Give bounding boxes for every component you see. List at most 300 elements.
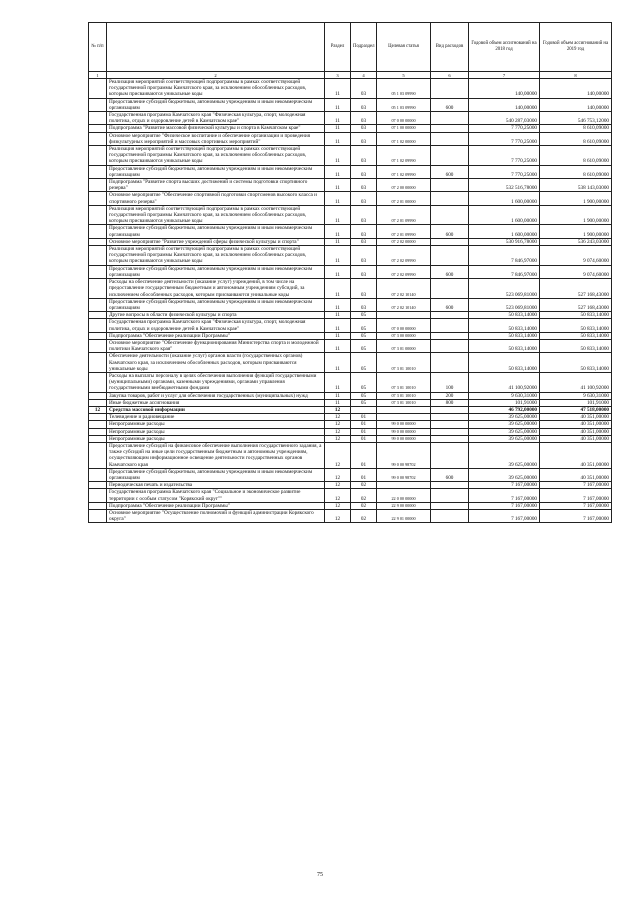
target-article-cell: 99 0 00 00000 bbox=[377, 428, 431, 435]
amount-2019-cell: 140,00000 bbox=[540, 79, 612, 99]
section-cell: 12 bbox=[325, 489, 351, 502]
header-amount-2018: Годовой объем ассигнований на 2018 год bbox=[469, 23, 540, 72]
description-cell: Средства массовой информации bbox=[107, 406, 325, 413]
subsection-cell: 05 bbox=[351, 312, 377, 319]
amount-2018-cell: 7 770,25000 bbox=[469, 146, 540, 166]
target-article-cell: 07 3 01 10010 bbox=[377, 372, 431, 392]
row-num-cell bbox=[89, 442, 107, 468]
amount-2019-cell: 40 351,00000 bbox=[540, 421, 612, 428]
subsection-cell: 01 bbox=[351, 414, 377, 421]
row-num-cell bbox=[89, 399, 107, 406]
row-num-cell bbox=[89, 428, 107, 435]
amount-2018-cell: 532 516,78000 bbox=[469, 179, 540, 192]
amount-2018-cell: 7 167,00000 bbox=[469, 489, 540, 502]
expense-type-cell bbox=[431, 428, 469, 435]
table-row bbox=[89, 489, 612, 502]
table-row bbox=[89, 146, 612, 166]
amount-2018-cell: 530 916,78000 bbox=[469, 238, 540, 245]
target-article-cell: 07 3 01 00000 bbox=[377, 339, 431, 352]
subsection-cell: 05 bbox=[351, 399, 377, 406]
subsection-cell: 02 bbox=[351, 510, 377, 523]
section-cell: 11 bbox=[325, 246, 351, 266]
row-num-cell: 12 bbox=[89, 406, 107, 413]
amount-2019-cell: 8 610,09000 bbox=[540, 132, 612, 145]
amount-2019-cell: 527 168,43000 bbox=[540, 279, 612, 299]
expense-type-cell bbox=[431, 179, 469, 192]
table-row bbox=[89, 392, 612, 399]
row-num-cell bbox=[89, 265, 107, 278]
header-amount-2019: Годовой объем ассигнований на 2019 год bbox=[540, 23, 612, 72]
amount-2019-cell: 9 630,31000 bbox=[540, 392, 612, 399]
amount-2019-cell: 47 518,00000 bbox=[540, 406, 612, 413]
subsection-cell: 05 bbox=[351, 353, 377, 373]
target-article-cell: 07 2 01 09990 bbox=[377, 205, 431, 225]
amount-2019-cell: 1 900,00000 bbox=[540, 225, 612, 238]
section-cell: 11 bbox=[325, 112, 351, 125]
expense-type-cell bbox=[431, 125, 469, 132]
amount-2018-cell: 9 630,31000 bbox=[469, 392, 540, 399]
amount-2019-cell: 538 143,03000 bbox=[540, 179, 612, 192]
subsection-cell: 05 bbox=[351, 339, 377, 352]
expense-type-cell bbox=[431, 489, 469, 502]
target-article-cell: 99 0 00 00000 bbox=[377, 435, 431, 442]
row-num-cell bbox=[89, 510, 107, 523]
expense-type-cell bbox=[431, 502, 469, 509]
section-cell: 12 bbox=[325, 406, 351, 413]
row-num-cell bbox=[89, 339, 107, 352]
row-num-cell bbox=[89, 421, 107, 428]
amount-2018-cell: 101,91000 bbox=[469, 399, 540, 406]
expense-type-cell bbox=[431, 238, 469, 245]
amount-2018-cell: 50 833,14000 bbox=[469, 353, 540, 373]
subsection-cell: 02 bbox=[351, 489, 377, 502]
target-article-cell: 05 1 03 09990 bbox=[377, 98, 431, 111]
amount-2019-cell: 1 900,00000 bbox=[540, 205, 612, 225]
description-cell: Расходы на выплаты персоналу в целях обеспечения выполнения функций государственными (муниципальными) органами, казенными учреждениями, органами управления государственными внебюджетными фондами bbox=[107, 372, 325, 392]
amount-2018-cell: 523 069,81000 bbox=[469, 298, 540, 311]
expense-type-cell bbox=[431, 132, 469, 145]
description-cell: Государственная программа Камчатского края "Социальное и экономическое развитие территории с особым статусом "Корякский округ"" bbox=[107, 489, 325, 502]
target-article-cell: 07 1 00 00000 bbox=[377, 125, 431, 132]
header-description bbox=[107, 23, 325, 72]
section-cell: 11 bbox=[325, 132, 351, 145]
amount-2019-cell: 527 168,43000 bbox=[540, 298, 612, 311]
section-cell: 11 bbox=[325, 298, 351, 311]
section-cell: 11 bbox=[325, 392, 351, 399]
amount-2019-cell: 50 833,14000 bbox=[540, 319, 612, 332]
table-row bbox=[89, 179, 612, 192]
amount-2018-cell: 7 846,97000 bbox=[469, 265, 540, 278]
row-num-cell bbox=[89, 482, 107, 489]
amount-2019-cell: 7 167,00000 bbox=[540, 510, 612, 523]
expense-type-cell bbox=[431, 414, 469, 421]
subsection-cell: 01 bbox=[351, 442, 377, 468]
description-cell: Непрограммные расходы bbox=[107, 428, 325, 435]
target-article-cell: 99 0 00 98702 bbox=[377, 442, 431, 468]
target-article-cell: 07 2 02 10140 bbox=[377, 279, 431, 299]
target-article-cell bbox=[377, 482, 431, 489]
expense-type-cell bbox=[431, 332, 469, 339]
row-num-cell bbox=[89, 98, 107, 111]
table-row bbox=[89, 79, 612, 99]
target-article-cell: 22 9 00 00000 bbox=[377, 502, 431, 509]
expense-type-cell: 100 bbox=[431, 372, 469, 392]
table-row bbox=[89, 502, 612, 509]
amount-2019-cell: 50 833,14000 bbox=[540, 312, 612, 319]
amount-2019-cell: 40 351,00000 bbox=[540, 468, 612, 481]
amount-2019-cell: 50 833,14000 bbox=[540, 339, 612, 352]
amount-2019-cell: 9 074,60000 bbox=[540, 246, 612, 266]
expense-type-cell bbox=[431, 339, 469, 352]
subsection-cell: 03 bbox=[351, 298, 377, 311]
expense-type-cell: 600 bbox=[431, 225, 469, 238]
row-num-cell bbox=[89, 112, 107, 125]
section-cell: 11 bbox=[325, 205, 351, 225]
column-number: 8 bbox=[540, 72, 612, 79]
subsection-cell: 03 bbox=[351, 225, 377, 238]
expense-type-cell bbox=[431, 406, 469, 413]
amount-2019-cell: 546 753,12000 bbox=[540, 112, 612, 125]
amount-2018-cell: 1 600,00000 bbox=[469, 225, 540, 238]
section-cell: 12 bbox=[325, 428, 351, 435]
expense-type-cell bbox=[431, 510, 469, 523]
section-cell: 11 bbox=[325, 79, 351, 99]
expense-type-cell bbox=[431, 205, 469, 225]
description-cell: Подпрограмма "Обеспечение реализации Программы" bbox=[107, 332, 325, 339]
description-cell: Предоставление субсидий бюджетным, автономным учреждениям и иным некоммерческим организациям bbox=[107, 265, 325, 278]
amount-2019-cell: 8 610,09000 bbox=[540, 146, 612, 166]
row-num-cell bbox=[89, 192, 107, 205]
description-cell: Периодическая печать и издательства bbox=[107, 482, 325, 489]
amount-2018-cell: 50 833,14000 bbox=[469, 319, 540, 332]
target-article-cell: 07 2 00 00000 bbox=[377, 179, 431, 192]
expense-type-cell: 600 bbox=[431, 468, 469, 481]
section-cell: 12 bbox=[325, 442, 351, 468]
target-article-cell: 99 0 00 98702 bbox=[377, 468, 431, 481]
expense-type-cell: 800 bbox=[431, 399, 469, 406]
description-cell: Телевидение и радиовещание bbox=[107, 414, 325, 421]
description-cell: Реализация мероприятий соответствующей подпрограммы в рамках соответствующей государственной программы Камчатского края, за исключением обособленных расходов, которым присваиваются уникальные коды bbox=[107, 79, 325, 99]
amount-2018-cell: 39 625,00000 bbox=[469, 442, 540, 468]
amount-2019-cell: 536 243,03000 bbox=[540, 238, 612, 245]
row-num-cell bbox=[89, 146, 107, 166]
description-cell: Государственная программа Камчатского края "Физическая культура, спорт, молодежная политика, отдых и оздоровление детей в Камчатском крае" bbox=[107, 319, 325, 332]
row-num-cell bbox=[89, 353, 107, 373]
subsection-cell: 05 bbox=[351, 392, 377, 399]
row-num-cell bbox=[89, 246, 107, 266]
section-cell: 11 bbox=[325, 225, 351, 238]
target-article-cell: 07 2 01 09990 bbox=[377, 225, 431, 238]
description-cell: Реализация мероприятий соответствующей подпрограммы в рамках соответствующей государственной программы Камчатского края, за исключением обособленных расходов, которым присваиваются уникальные коды bbox=[107, 205, 325, 225]
table-row bbox=[89, 192, 612, 205]
target-article-cell: 07 0 00 00000 bbox=[377, 112, 431, 125]
description-cell: Подпрограмма "Развитие спорта высших достижений и системы подготовки спортивного резерва" bbox=[107, 179, 325, 192]
section-cell: 12 bbox=[325, 502, 351, 509]
column-number: 2 bbox=[107, 72, 325, 79]
target-article-cell: 07 1 02 00000 bbox=[377, 132, 431, 145]
expense-type-cell bbox=[431, 79, 469, 99]
amount-2018-cell: 7 770,25000 bbox=[469, 132, 540, 145]
expense-type-cell bbox=[431, 279, 469, 299]
table-row bbox=[89, 442, 612, 468]
section-cell: 11 bbox=[325, 179, 351, 192]
table-row bbox=[89, 165, 612, 178]
section-cell: 11 bbox=[325, 125, 351, 132]
amount-2019-cell: 8 610,09000 bbox=[540, 165, 612, 178]
expense-type-cell bbox=[431, 312, 469, 319]
budget-table bbox=[88, 22, 612, 523]
amount-2018-cell: 140,00000 bbox=[469, 98, 540, 111]
expense-type-cell bbox=[431, 435, 469, 442]
column-number: 6 bbox=[431, 72, 469, 79]
row-num-cell bbox=[89, 179, 107, 192]
target-article-cell: 07 2 01 00000 bbox=[377, 192, 431, 205]
subsection-cell: 05 bbox=[351, 319, 377, 332]
row-num-cell bbox=[89, 205, 107, 225]
column-number: 1 bbox=[89, 72, 107, 79]
description-cell: Государственная программа Камчатского края "Физическая культура, спорт, молодежная политика, отдых и оздоровление детей в Камчатском крае" bbox=[107, 112, 325, 125]
row-num-cell bbox=[89, 502, 107, 509]
expense-type-cell bbox=[431, 112, 469, 125]
amount-2019-cell: 50 833,14000 bbox=[540, 332, 612, 339]
expense-type-cell bbox=[431, 353, 469, 373]
section-cell: 11 bbox=[325, 353, 351, 373]
amount-2018-cell: 39 625,00000 bbox=[469, 435, 540, 442]
amount-2018-cell: 39 625,00000 bbox=[469, 414, 540, 421]
subsection-cell: 01 bbox=[351, 468, 377, 481]
section-cell: 11 bbox=[325, 265, 351, 278]
table-row bbox=[89, 132, 612, 145]
table-row bbox=[89, 312, 612, 319]
table-row bbox=[89, 298, 612, 311]
target-article-cell: 99 0 00 00000 bbox=[377, 421, 431, 428]
subsection-cell: 03 bbox=[351, 238, 377, 245]
amount-2019-cell: 1 900,00000 bbox=[540, 192, 612, 205]
section-cell: 12 bbox=[325, 468, 351, 481]
target-article-cell: 07 2 02 00000 bbox=[377, 238, 431, 245]
target-article-cell bbox=[377, 414, 431, 421]
amount-2018-cell: 1 600,00000 bbox=[469, 192, 540, 205]
table-row bbox=[89, 353, 612, 373]
table-row bbox=[89, 125, 612, 132]
subsection-cell: 02 bbox=[351, 502, 377, 509]
section-cell: 11 bbox=[325, 98, 351, 111]
expense-type-cell bbox=[431, 319, 469, 332]
amount-2019-cell: 7 167,00000 bbox=[540, 502, 612, 509]
subsection-cell: 03 bbox=[351, 179, 377, 192]
table-row bbox=[89, 510, 612, 523]
table-row bbox=[89, 205, 612, 225]
description-cell: Основное мероприятие "Развитие учреждений сферы физической культуры и спорта" bbox=[107, 238, 325, 245]
subsection-cell: 03 bbox=[351, 165, 377, 178]
section-cell: 12 bbox=[325, 435, 351, 442]
subsection-cell: 02 bbox=[351, 482, 377, 489]
row-num-cell bbox=[89, 125, 107, 132]
amount-2019-cell: 8 610,09000 bbox=[540, 125, 612, 132]
subsection-cell: 03 bbox=[351, 112, 377, 125]
expense-type-cell: 600 bbox=[431, 265, 469, 278]
description-cell: Основное мероприятие "Обеспечение функционирования Министерства спорта и молодежной политики Камчатского края" bbox=[107, 339, 325, 352]
subsection-cell: 05 bbox=[351, 372, 377, 392]
section-cell: 11 bbox=[325, 332, 351, 339]
row-num-cell bbox=[89, 238, 107, 245]
table-row bbox=[89, 435, 612, 442]
target-article-cell: 07 0 00 00000 bbox=[377, 319, 431, 332]
expense-type-cell: 600 bbox=[431, 298, 469, 311]
page-number: 75 bbox=[317, 872, 323, 878]
amount-2018-cell: 7 167,00000 bbox=[469, 482, 540, 489]
table-body bbox=[89, 79, 612, 523]
target-article-cell: 07 3 01 10010 bbox=[377, 392, 431, 399]
budget-table-page bbox=[88, 22, 611, 523]
target-article-cell: 07 1 02 09990 bbox=[377, 146, 431, 166]
table-row bbox=[89, 414, 612, 421]
amount-2018-cell: 7 770,25000 bbox=[469, 165, 540, 178]
target-article-cell: 22 0 00 00000 bbox=[377, 489, 431, 502]
subsection-cell: 01 bbox=[351, 421, 377, 428]
section-cell: 12 bbox=[325, 482, 351, 489]
amount-2018-cell: 39 625,00000 bbox=[469, 428, 540, 435]
description-cell: Подпрограмма "Обеспечение реализации Программы" bbox=[107, 502, 325, 509]
target-article-cell bbox=[377, 406, 431, 413]
description-cell: Основное мероприятие "Обеспечение спортивной подготовки спортсменов высокого класса и спортивного резерва" bbox=[107, 192, 325, 205]
description-cell: Предоставление субсидий бюджетным, автономным учреждениям и иным некоммерческим организациям bbox=[107, 165, 325, 178]
column-number: 7 bbox=[469, 72, 540, 79]
subsection-cell: 03 bbox=[351, 79, 377, 99]
expense-type-cell bbox=[431, 246, 469, 266]
row-num-cell bbox=[89, 332, 107, 339]
subsection-cell: 03 bbox=[351, 265, 377, 278]
section-cell: 11 bbox=[325, 279, 351, 299]
amount-2019-cell: 40 351,00000 bbox=[540, 435, 612, 442]
section-cell: 11 bbox=[325, 339, 351, 352]
description-cell: Предоставление субсидий бюджетным, автономным учреждениям и иным некоммерческим организациям bbox=[107, 225, 325, 238]
amount-2018-cell: 7 167,00000 bbox=[469, 510, 540, 523]
amount-2018-cell: 50 833,14000 bbox=[469, 332, 540, 339]
description-cell: Закупка товаров, работ и услуг для обеспечения государственных (муниципальных) нужд bbox=[107, 392, 325, 399]
row-num-cell bbox=[89, 132, 107, 145]
row-num-cell bbox=[89, 279, 107, 299]
expense-type-cell: 200 bbox=[431, 392, 469, 399]
header-num: № п/п bbox=[89, 23, 107, 72]
amount-2018-cell: 1 600,00000 bbox=[469, 205, 540, 225]
table-header-row bbox=[89, 23, 612, 72]
row-num-cell bbox=[89, 414, 107, 421]
description-cell: Реализация мероприятий соответствующей подпрограммы в рамках соответствующей государственной программы Камчатского края, за исключением обособленных расходов, которым присваиваются уникальные коды bbox=[107, 246, 325, 266]
description-cell: Реализация мероприятий соответствующей подпрограммы в рамках соответствующей государственной программы Камчатского края, за исключением обособленных расходов, которым присваиваются уникальные коды bbox=[107, 146, 325, 166]
amount-2019-cell: 101,91000 bbox=[540, 399, 612, 406]
description-cell: Иные бюджетные ассигнования bbox=[107, 399, 325, 406]
subsection-cell: 05 bbox=[351, 332, 377, 339]
section-cell: 12 bbox=[325, 510, 351, 523]
amount-2019-cell: 41 100,92000 bbox=[540, 372, 612, 392]
table-row bbox=[89, 421, 612, 428]
row-num-cell bbox=[89, 298, 107, 311]
target-article-cell: 07 3 01 10010 bbox=[377, 399, 431, 406]
description-cell: Подпрограмма "Развитие массовой физической культуры и спорта в Камчатском крае" bbox=[107, 125, 325, 132]
subsection-cell: 03 bbox=[351, 246, 377, 266]
amount-2018-cell: 7 846,97000 bbox=[469, 246, 540, 266]
amount-2019-cell: 7 167,00000 bbox=[540, 482, 612, 489]
header-expense-type: Вид расходов bbox=[431, 23, 469, 72]
table-row bbox=[89, 372, 612, 392]
amount-2018-cell: 39 625,00000 bbox=[469, 421, 540, 428]
expense-type-cell bbox=[431, 421, 469, 428]
amount-2019-cell: 9 074,60000 bbox=[540, 265, 612, 278]
target-article-cell: 05 1 03 09990 bbox=[377, 79, 431, 99]
amount-2019-cell: 7 167,00000 bbox=[540, 489, 612, 502]
target-article-cell: 07 1 02 09990 bbox=[377, 165, 431, 178]
amount-2018-cell: 50 833,14000 bbox=[469, 339, 540, 352]
target-article-cell: 07 3 01 10010 bbox=[377, 353, 431, 373]
section-cell: 12 bbox=[325, 414, 351, 421]
description-cell: Основное мероприятие "Осуществление полномочий и функций администрации Корякского округа" bbox=[107, 510, 325, 523]
header-subsection: Подраздел bbox=[351, 23, 377, 72]
table-row bbox=[89, 246, 612, 266]
amount-2018-cell: 41 100,92000 bbox=[469, 372, 540, 392]
section-cell: 11 bbox=[325, 372, 351, 392]
expense-type-cell: 600 bbox=[431, 98, 469, 111]
amount-2019-cell: 50 833,14000 bbox=[540, 353, 612, 373]
row-num-cell bbox=[89, 319, 107, 332]
column-number: 3 bbox=[325, 72, 351, 79]
target-article-cell: 07 2 02 10140 bbox=[377, 298, 431, 311]
expense-type-cell bbox=[431, 482, 469, 489]
target-article-cell: 22 9 01 00000 bbox=[377, 510, 431, 523]
table-row bbox=[89, 428, 612, 435]
expense-type-cell: 600 bbox=[431, 165, 469, 178]
description-cell: Предоставление субсидий бюджетным, автономным учреждениям и иным некоммерческим организациям bbox=[107, 98, 325, 111]
table-row bbox=[89, 98, 612, 111]
row-num-cell bbox=[89, 225, 107, 238]
table-row bbox=[89, 482, 612, 489]
amount-2019-cell: 40 351,00000 bbox=[540, 428, 612, 435]
subsection-cell: 03 bbox=[351, 132, 377, 145]
expense-type-cell bbox=[431, 146, 469, 166]
description-cell: Основное мероприятие "Физическое воспитание и обеспечение организации и проведения физкультурных мероприятий и массовых спортивных мероприятий" bbox=[107, 132, 325, 145]
target-article-cell: 07 3 00 00000 bbox=[377, 332, 431, 339]
section-cell: 11 bbox=[325, 238, 351, 245]
row-num-cell bbox=[89, 165, 107, 178]
row-num-cell bbox=[89, 392, 107, 399]
row-num-cell bbox=[89, 489, 107, 502]
table-row bbox=[89, 339, 612, 352]
description-cell: Обеспечение деятельности (оказание услуг) органов власти (государственных органов) Камчатского края, за исключением обособленных расходов, которым присваиваются уникальные коды bbox=[107, 353, 325, 373]
description-cell: Расходы на обеспечение деятельности (оказание услуг) учреждений, в том числе на предоставление государственным бюджетным и автономным учреждениям субсидий, за исключением обособленных расходов, которым присваиваются уникальные коды bbox=[107, 279, 325, 299]
subsection-cell: 01 bbox=[351, 435, 377, 442]
amount-2018-cell: 46 792,00000 bbox=[469, 406, 540, 413]
subsection-cell bbox=[351, 406, 377, 413]
table-row bbox=[89, 265, 612, 278]
table-row bbox=[89, 238, 612, 245]
header-section: Раздел bbox=[325, 23, 351, 72]
table-row bbox=[89, 399, 612, 406]
amount-2018-cell: 39 625,00000 bbox=[469, 468, 540, 481]
amount-2018-cell: 7 167,00000 bbox=[469, 502, 540, 509]
subsection-cell: 03 bbox=[351, 125, 377, 132]
description-cell: Предоставление субсидий на финансовое обеспечение выполнения государственного задания, а также субсидий на иные цели государственным бюджетным и автономным учреждениям, осуществляющим информационное освещение деятельности государственных органов Камчатского края bbox=[107, 442, 325, 468]
amount-2019-cell: 40 351,00000 bbox=[540, 442, 612, 468]
section-cell: 11 bbox=[325, 146, 351, 166]
section-cell: 12 bbox=[325, 421, 351, 428]
row-num-cell bbox=[89, 79, 107, 99]
subsection-cell: 03 bbox=[351, 205, 377, 225]
description-cell: Непрограммные расходы bbox=[107, 435, 325, 442]
target-article-cell bbox=[377, 312, 431, 319]
table-row bbox=[89, 406, 612, 413]
row-num-cell bbox=[89, 435, 107, 442]
description-cell: Предоставление субсидий бюджетным, автономным учреждениям и иным некоммерческим организациям bbox=[107, 298, 325, 311]
